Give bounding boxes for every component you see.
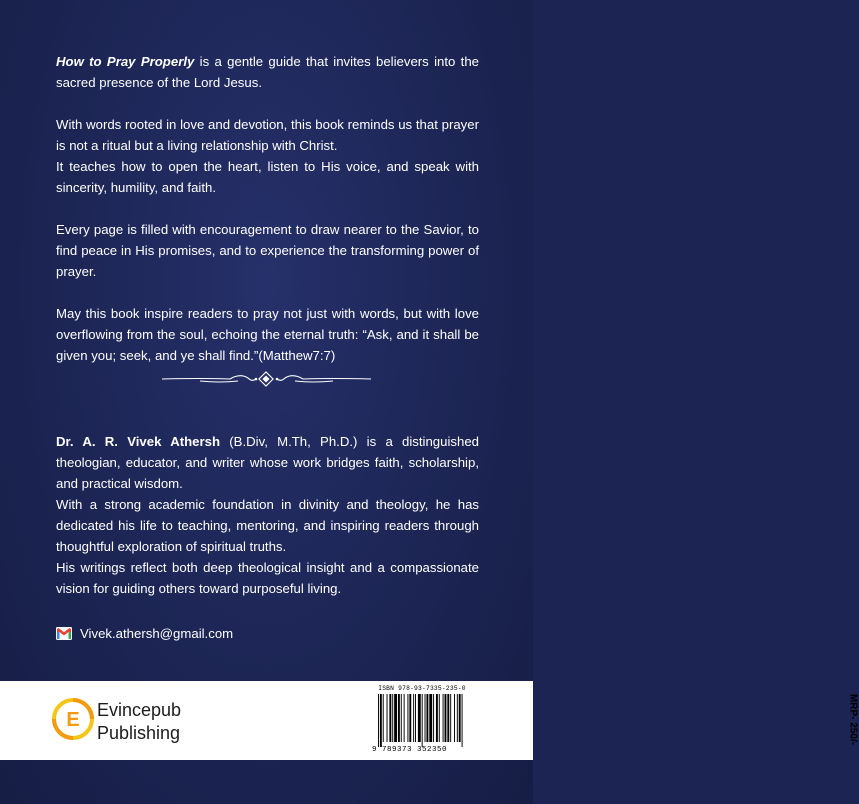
author-name: Dr. A. R. Vivek Athersh: [56, 434, 221, 449]
footer-panel: [0, 681, 859, 760]
barcode-bar: [436, 694, 438, 742]
barcode-bar: [425, 694, 426, 742]
publisher-name-top: Evincepub: [97, 700, 182, 720]
barcode-bar: [394, 694, 397, 742]
barcode-bar: [407, 694, 408, 742]
price-text: MRP- 250/-: [847, 693, 859, 746]
blurb-paragraph-3: It teaches how to open the heart, listen to His voice, and speak with sincerity, humility, and faith.: [56, 159, 479, 195]
book-blurb: [56, 51, 479, 366]
ornamental-divider: [160, 369, 373, 389]
barcode-bar: [378, 694, 379, 747]
gmail-icon: [56, 627, 72, 640]
barcode-bar: [445, 694, 447, 742]
blurb-paragraph-2: With words rooted in love and devotion, this book reminds us that prayer is not a ritual but a living relationship with Christ.: [56, 117, 479, 153]
barcode-block: [372, 685, 859, 756]
barcode-bar: [433, 694, 434, 742]
author-text-1: (B.Div, M.Th, Ph.D.) is a distinguished theologian, educator, and writer whose work bridges faith, scholarship, and practical wisdom.: [56, 434, 479, 491]
blurb-paragraph-1: [56, 51, 479, 93]
barcode-bar: [389, 694, 391, 742]
barcode-bar: [415, 694, 416, 742]
blurb-paragraph-5: May this book inspire readers to pray not just with words, but with love overflowing from the soul, echoing the eternal truth: “Ask, and it shall be given you; seek, and ye shall find.”(Matthew7:7): [56, 306, 479, 363]
price-label: [845, 685, 859, 757]
contact-email: [56, 622, 233, 644]
barcode-bar: [398, 694, 400, 742]
isbn-label: ISBN 978-93-7335-235-0: [378, 685, 466, 692]
barcode-bar: [457, 694, 458, 742]
barcode-bar: [450, 694, 451, 742]
author-bio: [56, 431, 479, 599]
book-title: How to Pray Properly: [56, 54, 195, 69]
barcode-bar: [443, 694, 444, 742]
barcode-bar: [392, 694, 393, 742]
email-address[interactable]: Vivek.athersh@gmail.com: [80, 625, 234, 641]
publisher-logo: [52, 691, 187, 749]
barcode-bar: [409, 694, 411, 742]
barcode-bar: [439, 694, 440, 742]
logo-letter: E: [66, 709, 80, 731]
barcode-bar: [429, 694, 432, 742]
barcode-bar: [404, 694, 405, 742]
blurb-text-1: is a gentle guide that invites believers into the sacred presence of the Lord Jesus.: [56, 54, 479, 90]
barcode-bar: [380, 694, 382, 747]
barcode-bar: [383, 694, 384, 742]
barcode-bar: [459, 694, 461, 742]
author-paragraph-3: His writings reflect both deep theological insight and a compassionate vision for guiding others toward purposeful living.: [56, 560, 479, 596]
barcode-bar: [413, 694, 414, 742]
barcode-bar: [418, 694, 421, 742]
author-paragraph-1: [56, 431, 479, 494]
barcode-bar: [426, 694, 428, 742]
barcode-bar: [454, 694, 455, 742]
barcode-bar: [387, 694, 388, 742]
barcode-bar: [447, 694, 449, 742]
barcode-bar: [462, 694, 463, 747]
barcode-icon: [372, 694, 472, 747]
barcode-bar: [401, 694, 402, 742]
evincepub-logo-icon: [52, 693, 96, 749]
blurb-paragraph-4: Every page is filled with encouragement to draw nearer to the Savior, to find peace in His promises, and to experience the transforming power of prayer.: [56, 222, 479, 279]
author-paragraph-2: With a strong academic foundation in divinity and theology, he has dedicated his life to teaching, mentoring, and inspiring readers through thoughtful exploration of spiritual truths.: [56, 497, 479, 554]
ean-digits: 9 789373 352350: [372, 746, 448, 754]
publisher-name-bottom: Publishing: [97, 723, 181, 743]
barcode-bar: [422, 694, 423, 747]
